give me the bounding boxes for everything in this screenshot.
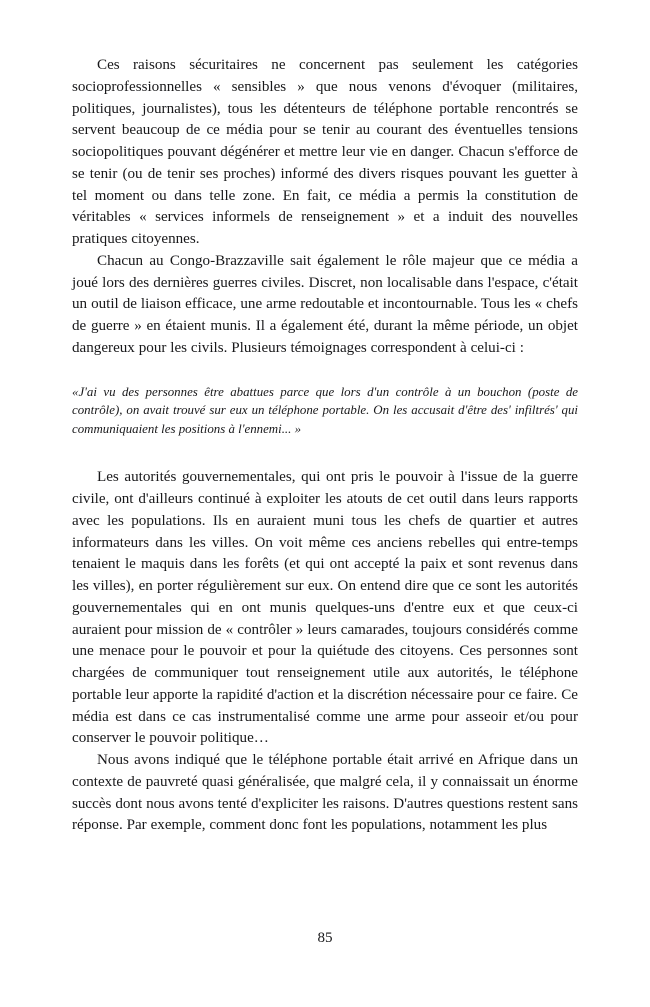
paragraph-4: Nous avons indiqué que le téléphone portable était arrivé en Afrique dans un contexte de pauvreté quasi généralisée, que malgré cela, il y connaissait un énorme succès dont nous avons tenté d'expliciter les raisons. D'autres questions restent sans réponse. Par exemple, comment donc font les populations, notamment les plus xyxy=(72,752,578,834)
paragraph-3: Les autorités gouvernementales, qui ont pris le pouvoir à l'issue de la guerre civile, ont d'ailleurs continué à exploiter les atouts de cet outil dans leurs rapports avec les populations. Ils en auraient muni tous les chefs de quartier et autres informateurs dans les villes. On voit même ces anciens rebelles qui entre-temps tenaient le maquis dans les forêts (et qui ont accepté la paix et sont revenus dans les villes), en porter régulièrement sur eux. On entend dire que ce sont les autorités gouvernementales qui en ont munis quelques-uns d'entre eux et que ceux-ci auraient pour mission de « contrôler » leurs camarades, toujours considérés comme une menace pour le pouvoir et pour la quiétude des citoyens. Ces personnes sont chargées de communiquer tout renseignement utile aux autorités, le téléphone portable leur apporte la rapidité d'action et la discrétion nécessaire pour ce faire. Ce média est dans ce cas instrumentalisé comme une arme pour asseoir et/ou pour conserver le pouvoir politique… xyxy=(72,469,578,747)
testimony-quote: «J'ai vu des personnes être abattues parce que lors d'un contrôle à un bouchon (poste de contrôle), on avait trouvé sur eux un téléphone portable. On les accusait d'être des' infiltrés' qui communiquaient les positions à l'ennemi... » xyxy=(72,384,578,436)
quote-spacer-bottom xyxy=(72,438,578,467)
text-column xyxy=(72,55,578,837)
paragraph-2: Chacun au Congo-Brazzaville sait également le rôle majeur que ce média a joué lors des dernières guerres civiles. Discret, non localisable dans l'espace, c'était un outil de liaison efficace, une arme redoutable et incontournable. Tous les « chefs de guerre » en étaient munis. Il a également été, durant la même période, un objet dangereux pour les civils. Plusieurs témoignages correspondent à celui-ci : xyxy=(72,252,578,356)
page-number: 85 xyxy=(317,930,333,946)
paragraph-1: Ces raisons sécuritaires ne concernent pas seulement les catégories socioprofessionnelles « sensibles » que nous venons d'évoquer (militaires, politiques, journalistes), tous les détenteurs de téléphone portable rencontrés se servent beaucoup de ce média pour se tenir au courant des éventuelles tensions sociopolitiques pouvant dégénérer et mettre leur vie en danger. Chacun s'efforce de se tenir (ou de tenir ses proches) informé des divers risques pouvant les guetter à tel moment ou dans telle zone. En fait, ce média a permis la constitution de véritables « services informels de renseignement » et a induit des nouvelles pratiques citoyennes. xyxy=(72,57,578,247)
quote-spacer-top xyxy=(72,360,578,383)
